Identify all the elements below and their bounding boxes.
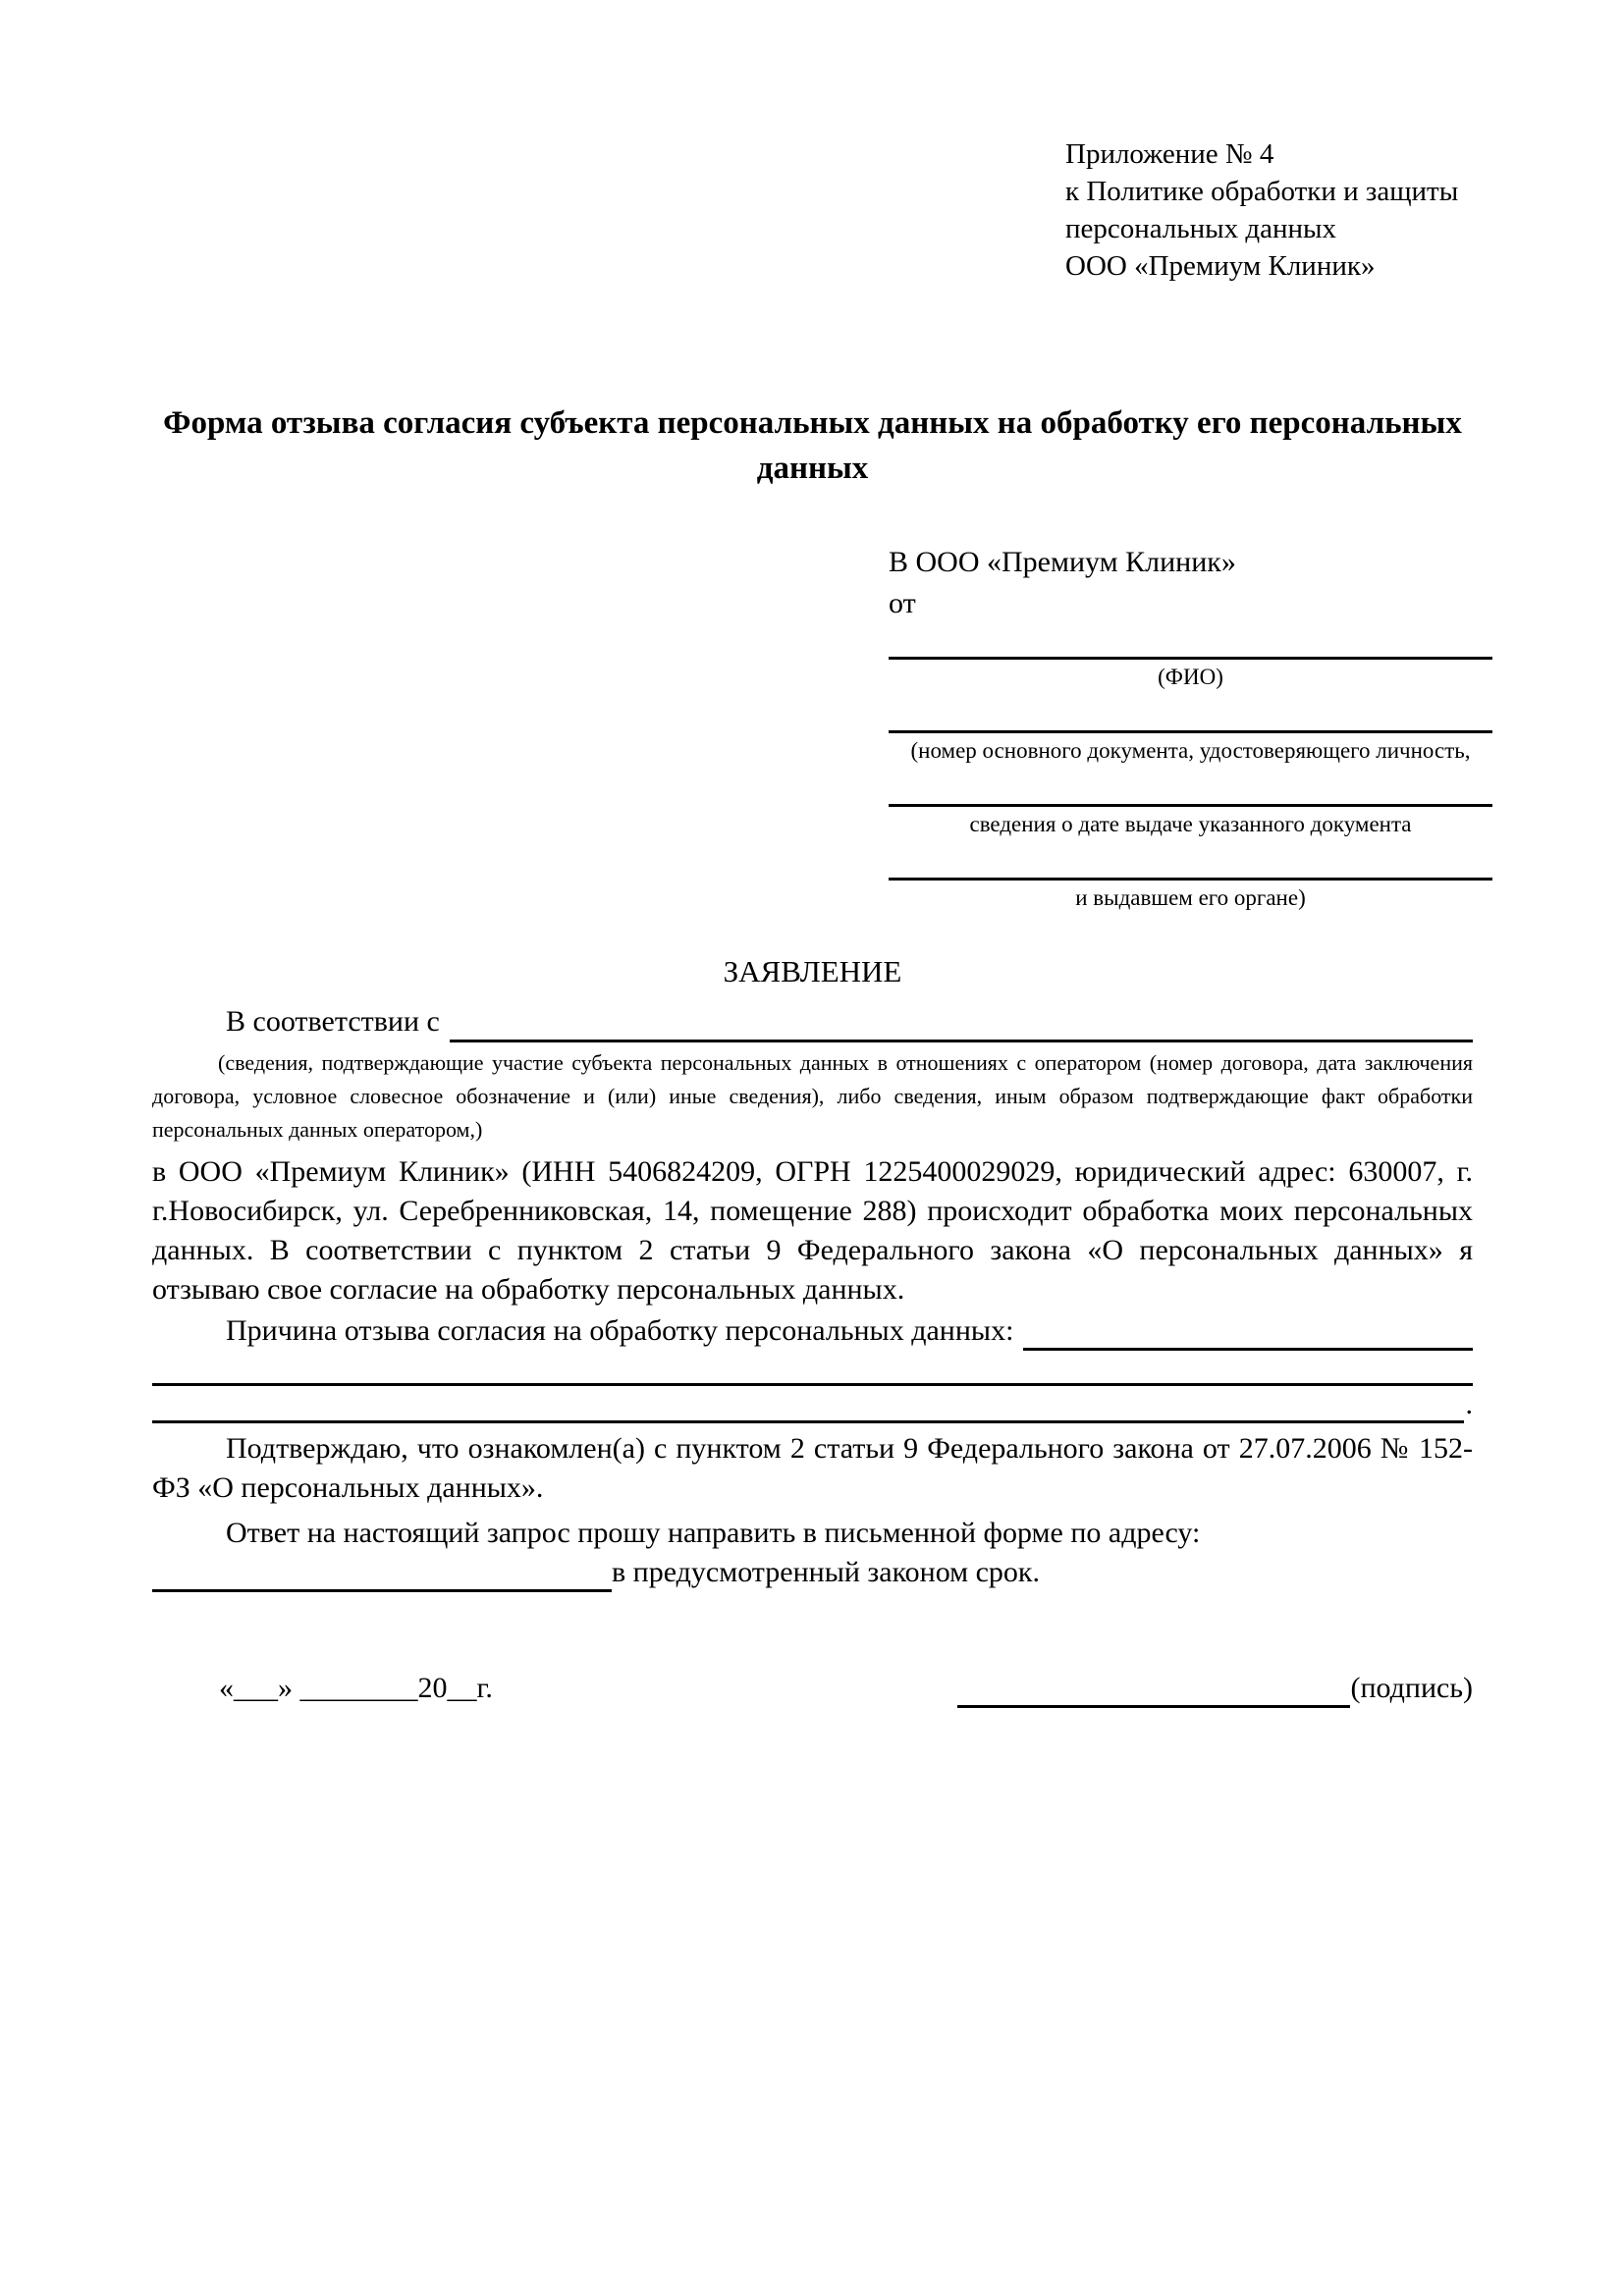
addressee-organization: В ООО «Премиум Клиник» <box>889 546 1236 578</box>
signature-label: (подпись) <box>1350 1672 1473 1704</box>
reply-request-paragraph: Ответ на настоящий запрос прошу направить в письменной форме по адресу: <box>226 1517 1201 1549</box>
date-blank-line: «___» ________20__г. <box>219 1672 493 1704</box>
withdrawal-reason-label: Причина отзыва согласия на обработку персональных данных: <box>226 1314 1014 1347</box>
fio-blank-line <box>889 624 1492 660</box>
issue-date-field-label: сведения о дате выдаче указанного документа <box>969 812 1412 836</box>
statement-fine-print: (сведения, подтверждающие участие субъекта персональных данных в отношениях с оператором (номер договора, дата заключения договора, условное словесное обозначение и (или) иные сведения), либо сведения, иным образом подтверждающие факт обработки персональных данных оператором,) <box>152 1050 1473 1142</box>
withdrawal-reason-row <box>152 1311 1473 1351</box>
issuing-authority-field-label: и выдавшем его органе) <box>1075 885 1306 910</box>
statement-intro-prefix: В соответствии с <box>226 1005 440 1038</box>
document-title: Форма отзыва согласия субъекта персональных данных на обработку его персональных данных <box>163 405 1462 486</box>
issue-date-field <box>889 766 1492 839</box>
fio-field-label: (ФИО) <box>1158 665 1223 689</box>
signature-group <box>957 1669 1473 1708</box>
reason-continuation-blank-line-2 <box>152 1394 1464 1423</box>
document-number-blank-line <box>889 692 1492 733</box>
issue-date-blank-line <box>889 766 1492 807</box>
reason-continuation-row <box>152 1386 1473 1423</box>
appendix-header <box>1065 135 1473 285</box>
statement-body-paragraph: в ООО «Премиум Клиник» (ИНН 5406824209, ОГРН 1225400029029, юридический адрес: 630007, г. г.Новосибирск, ул. Серебренниковская, 14, помещение 288) происходит обработка моих персональных данных. В соответствии с пунктом 2 статьи 9 Федерального закона «О персональных данных» я отзываю свое согласие на обработку персональных данных. <box>152 1155 1473 1306</box>
withdrawal-reason-blank-line <box>1023 1315 1473 1351</box>
fio-field <box>889 624 1492 692</box>
issuing-authority-blank-line <box>889 839 1492 881</box>
footer-row <box>152 1669 1473 1708</box>
addressee-from-label: от <box>889 587 916 619</box>
reply-request-suffix: в предусмотренный законом срок. <box>612 1556 1040 1588</box>
appendix-header-line: ООО «Премиум Клиник» <box>1065 250 1376 282</box>
reply-address-row <box>152 1553 1473 1592</box>
blank-line-period: . <box>1465 1388 1473 1420</box>
appendix-header-line: Приложение № 4 <box>1065 138 1274 170</box>
document-number-field <box>889 692 1492 766</box>
reply-address-blank-line <box>152 1557 612 1592</box>
confirmation-paragraph: Подтверждаю, что ознакомлен(а) с пунктом 2 статьи 9 Федерального закона от 27.07.2006 № 152-ФЗ «О персональных данных». <box>152 1432 1473 1504</box>
statement-heading: ЗАЯВЛЕНИЕ <box>723 954 902 988</box>
document-number-field-label: (номер основного документа, удостоверяющего личность, <box>910 738 1471 763</box>
reason-continuation-blank-line-1 <box>152 1378 1473 1386</box>
signature-blank-line <box>957 1673 1350 1708</box>
issuing-authority-field <box>889 839 1492 913</box>
appendix-header-line: персональных данных <box>1065 213 1337 244</box>
addressee-block <box>889 542 1492 913</box>
statement-intro-blank-line <box>450 1007 1473 1042</box>
appendix-header-line: к Политике обработки и защиты <box>1065 176 1459 207</box>
statement-intro-row <box>152 1001 1473 1042</box>
